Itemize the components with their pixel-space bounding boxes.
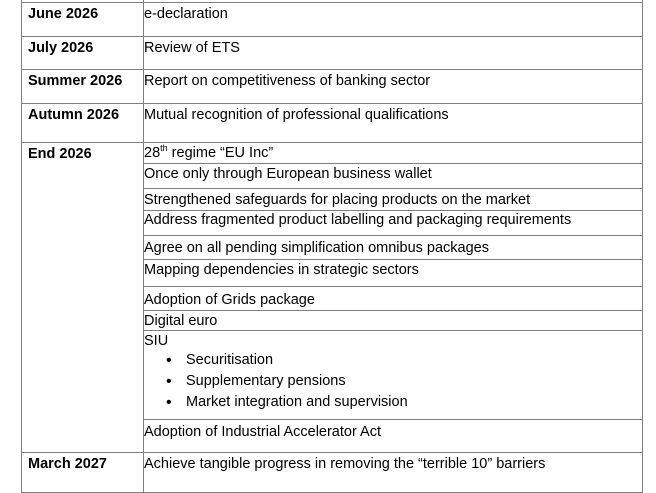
item-cell xyxy=(144,287,643,311)
item-text: Report on competitiveness of banking sector xyxy=(144,73,431,89)
item-cell xyxy=(144,211,643,236)
ordinal-suffix: th xyxy=(160,143,168,154)
item-text: Agree on all pending simplification omnibus packages xyxy=(144,240,489,256)
date-cell: Summer 2026 xyxy=(22,70,144,104)
item-cell xyxy=(144,37,643,70)
timeline-table xyxy=(21,0,643,493)
table-row xyxy=(22,37,643,70)
siu-bullet-list xyxy=(144,350,642,413)
date-cell: End 2026 xyxy=(22,143,144,453)
table-row xyxy=(22,70,643,104)
item-cell xyxy=(144,70,643,104)
date-cell: March 2027 xyxy=(22,453,144,493)
item-cell xyxy=(144,164,643,189)
item-text: Once only through European business wallet xyxy=(144,166,432,182)
item-text: regime “EU Inc” xyxy=(167,145,274,161)
table-row xyxy=(22,3,643,37)
item-cell xyxy=(144,260,643,287)
item-text: Address fragmented product labelling and packaging requirements xyxy=(144,212,572,228)
item-cell xyxy=(144,189,643,211)
item-text: e-declaration xyxy=(144,6,228,22)
date-cell: July 2026 xyxy=(22,37,144,70)
item-cell xyxy=(144,3,643,37)
item-cell xyxy=(144,236,643,260)
item-cell xyxy=(144,331,643,420)
list-item: • Market integration and supervision xyxy=(186,392,642,413)
list-item: • Securitisation xyxy=(186,350,642,371)
table-row xyxy=(22,453,643,493)
list-item: • Supplementary pensions xyxy=(186,371,642,392)
item-text: Mutual recognition of professional qualifications xyxy=(144,107,449,123)
item-text: Strengthened safeguards for placing products on the market xyxy=(144,192,531,208)
table-row xyxy=(22,143,643,164)
date-cell: June 2026 xyxy=(22,3,144,37)
item-text: 28 xyxy=(144,145,161,161)
item-text: Achieve tangible progress in removing the “terrible 10” barriers xyxy=(144,456,546,472)
item-text: Digital euro xyxy=(144,313,218,329)
item-cell xyxy=(144,453,643,493)
item-cell xyxy=(144,104,643,143)
item-text: Mapping dependencies in strategic sectors xyxy=(144,262,419,278)
item-cell xyxy=(144,143,643,164)
date-cell: Autumn 2026 xyxy=(22,104,144,143)
siu-title: SIU xyxy=(144,333,169,349)
table-row xyxy=(22,104,643,143)
item-text: Adoption of Grids package xyxy=(144,292,315,308)
item-text: Adoption of Industrial Accelerator Act xyxy=(144,424,381,440)
item-text: Review of ETS xyxy=(144,40,240,56)
item-cell xyxy=(144,311,643,331)
item-cell xyxy=(144,420,643,453)
